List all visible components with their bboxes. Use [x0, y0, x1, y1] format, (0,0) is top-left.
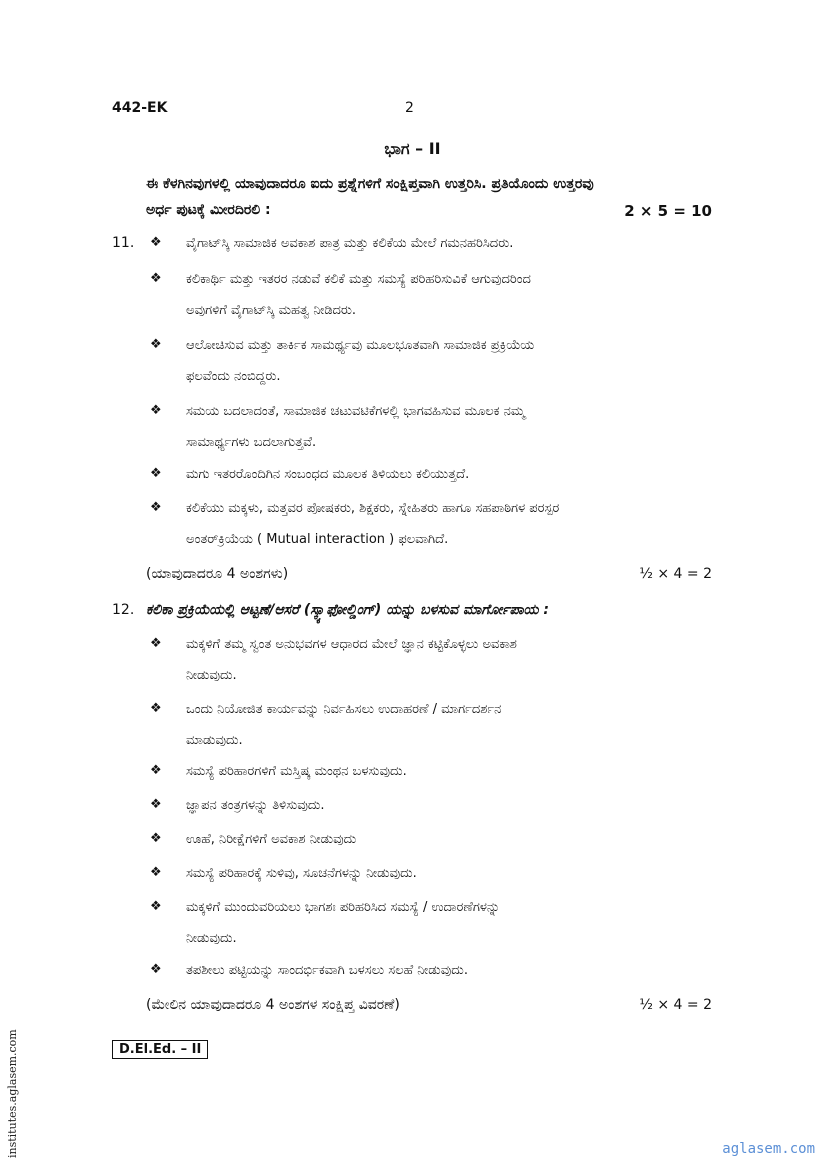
bullet-icon: ❖ [150, 763, 162, 778]
q11-point-5: ಮಗು ಇತರರೊಂದಿಗಿನ ಸಂಬಂಧದ ಮೂಲಕ ತಿಳಿಯಲು ಕಲಿಯುತ್ತದೆ. [186, 467, 470, 482]
bullet-icon: ❖ [150, 865, 162, 880]
side-url: institutes.aglasem.com [6, 1029, 19, 1158]
q12-point-7: ಮಕ್ಕಳಿಗೆ ಮುಂದುವರಿಯಲು ಭಾಗಶಃ ಪರಿಹರಿಸಿದ ಸಮಸ್ಯೆ / ಉದಾರಣೆಗಳನ್ನು ನೀಡುವುದು. [186, 900, 501, 946]
q12-point-2: ಒಂದು ನಿಯೋಜಿತ ಕಾರ್ಯವನ್ನು ನಿರ್ವಹಿಸಲು ಉದಾಹರಣೆ / ಮಾರ್ಗದರ್ಶನ ಮಾಡುವುದು. [186, 702, 502, 748]
bullet-icon: ❖ [150, 235, 162, 250]
question-number-12: 12. [112, 602, 135, 618]
q12-point-6: ಸಮಸ್ಯೆ ಪರಿಹಾರಕ್ಕೆ ಸುಳಿವು, ಸೂಚನೆಗಳನ್ನು ನೀಡುವುದು. [186, 866, 417, 881]
q12-point-3: ಸಮಸ್ಯೆ ಪರಿಹಾರಗಳಿಗೆ ಮಸ್ತಿಷ್ಕ ಮಂಥನ ಬಳಸುವುದು. [186, 764, 407, 779]
bullet-icon: ❖ [150, 500, 162, 515]
q12-point-1: ಮಕ್ಕಳಿಗೆ ತಮ್ಮ ಸ್ವಂತ ಅನುಭವಗಳ ಆಧಾರದ ಮೇಲೆ ಜ್ಞಾನ ಕಟ್ಟಿಕೊಳ್ಳಲು ಅವಕಾಶ ನೀಡುವುದು. [186, 637, 517, 683]
bullet-icon: ❖ [150, 337, 162, 352]
bullet-icon: ❖ [150, 403, 162, 418]
section-title: ಭಾಗ – II [384, 139, 441, 158]
q12-point-5: ಊಹೆ, ನಿರೀಕ್ಷೆಗಳಿಗೆ ಅವಕಾಶ ನೀಡುವುದು [186, 832, 357, 847]
question-number-11: 11. [112, 235, 135, 251]
q12-point-8: ತಪಶೀಲು ಪಟ್ಟಿಯನ್ನು ಸಾಂದರ್ಭಿಕವಾಗಿ ಬಳಸಲು ಸಲಹೆ ನೀಡುವುದು. [186, 963, 468, 978]
q11-scoring-note: (ಯಾವುದಾದರೂ 4 ಅಂಶಗಳು) [146, 566, 289, 582]
paper-code: 442-EK [112, 100, 168, 116]
q11-point-3: ಆಲೋಚಿಸುವ ಮತ್ತು ತಾರ್ಕಿಕ ಸಾಮರ್ಥ್ಯವು ಮೂಲಭೂತವಾಗಿ ಸಾಮಾಜಿಕ ಪ್ರಕ್ರಿಯೆಯ ಫಲವೆಂದು ನಂಬಿದ್ದರು. [186, 338, 535, 384]
q12-point-4: ಜ್ಞಾಪನ ತಂತ್ರಗಳನ್ನು ತಿಳಿಸುವುದು. [186, 798, 325, 813]
instruction-line-2 [146, 202, 712, 218]
q11-point-2: ಕಲಿಕಾರ್ಥಿ ಮತ್ತು ಇತರರ ನಡುವೆ ಕಲಿಕೆ ಮತ್ತು ಸಮಸ್ಯೆ ಪರಿಹರಿಸುವಿಕೆ ಆಗುವುದರಿಂದ ಅವುಗಳಿಗೆ ವೈಗಾಟ್‌ಸ್ಕಿ ಮಹತ್ವ ನೀಡಿದರು. [186, 272, 531, 318]
q12-scoring [146, 997, 712, 1013]
instruction-line-1: ಈ ಕೆಳಗಿನವುಗಳಲ್ಲಿ ಯಾವುದಾದರೂ ಐದು ಪ್ರಶ್ನೆಗಳಿಗೆ ಸಂಕ್ಷಿಪ್ತವಾಗಿ ಉತ್ತರಿಸಿ. ಪ್ರತಿಯೊಂದು ಉತ್ತರವು [146, 176, 594, 192]
bullet-icon: ❖ [150, 962, 162, 977]
q12-heading: ಕಲಿಕಾ ಪ್ರಕ್ರಿಯೆಯಲ್ಲಿ ಆಟ್ಟಣೆ/ಆಸರೆ (ಸ್ಕ್ಯಾಫೋಲ್ಡಿಂಗ್) ಯನ್ನು ಬಳಸುವ ಮಾರ್ಗೋಪಾಯ : [146, 602, 549, 618]
footer-course-code: D.El.Ed. – II [112, 1040, 208, 1059]
bullet-icon: ❖ [150, 636, 162, 651]
q11-point-1: ವೈಗಾಟ್‌ಸ್ಕಿ ಸಾಮಾಜಿಕ ಅವಕಾಶ ಪಾತ್ರ ಮತ್ತು ಕಲಿಕೆಯ ಮೇಲೆ ಗಮನಹರಿಸಿದರು. [186, 236, 514, 251]
bullet-icon: ❖ [150, 797, 162, 812]
watermark: aglasem.com [722, 1141, 815, 1157]
q11-scoring [146, 566, 712, 582]
bullet-icon: ❖ [150, 899, 162, 914]
bullet-icon: ❖ [150, 466, 162, 481]
section-marks: 2 × 5 = 10 [624, 202, 712, 220]
q11-point-6: ಕಲಿಕೆಯು ಮಕ್ಕಳು, ಮತ್ತವರ ಪೋಷಕರು, ಶಿಕ್ಷಕರು, ಸ್ನೇಹಿತರು ಹಾಗೂ ಸಹಪಾಠಿಗಳ ಪರಸ್ಪರ ಅಂತರ್‌ಕ್ರಿಯೆಯ ( Mutual interaction ) ಫಲವಾಗಿದೆ. [186, 501, 560, 547]
q12-scoring-note: (ಮೇಲಿನ ಯಾವುದಾದರೂ 4 ಅಂಶಗಳ ಸಂಕ್ಷಿಪ್ತ ವಿವರಣೆ) [146, 997, 400, 1013]
q11-point-4: ಸಮಯ ಬದಲಾದಂತೆ, ಸಾಮಾಜಿಕ ಚಟುವಟಿಕೆಗಳಲ್ಲಿ ಭಾಗವಹಿಸುವ ಮೂಲಕ ನಮ್ಮ ಸಾಮಾರ್ಥ್ಯಗಳು ಬದಲಾಗುತ್ತವೆ. [186, 404, 526, 450]
q11-marks: ½ × 4 = 2 [639, 566, 712, 582]
bullet-icon: ❖ [150, 831, 162, 846]
page-number: 2 [405, 100, 414, 116]
bullet-icon: ❖ [150, 271, 162, 286]
q12-marks: ½ × 4 = 2 [639, 997, 712, 1013]
bullet-icon: ❖ [150, 701, 162, 716]
instruction-text: ಅರ್ಧ ಪುಟಕ್ಕೆ ಮೀರದಿರಲಿ : [146, 202, 271, 218]
